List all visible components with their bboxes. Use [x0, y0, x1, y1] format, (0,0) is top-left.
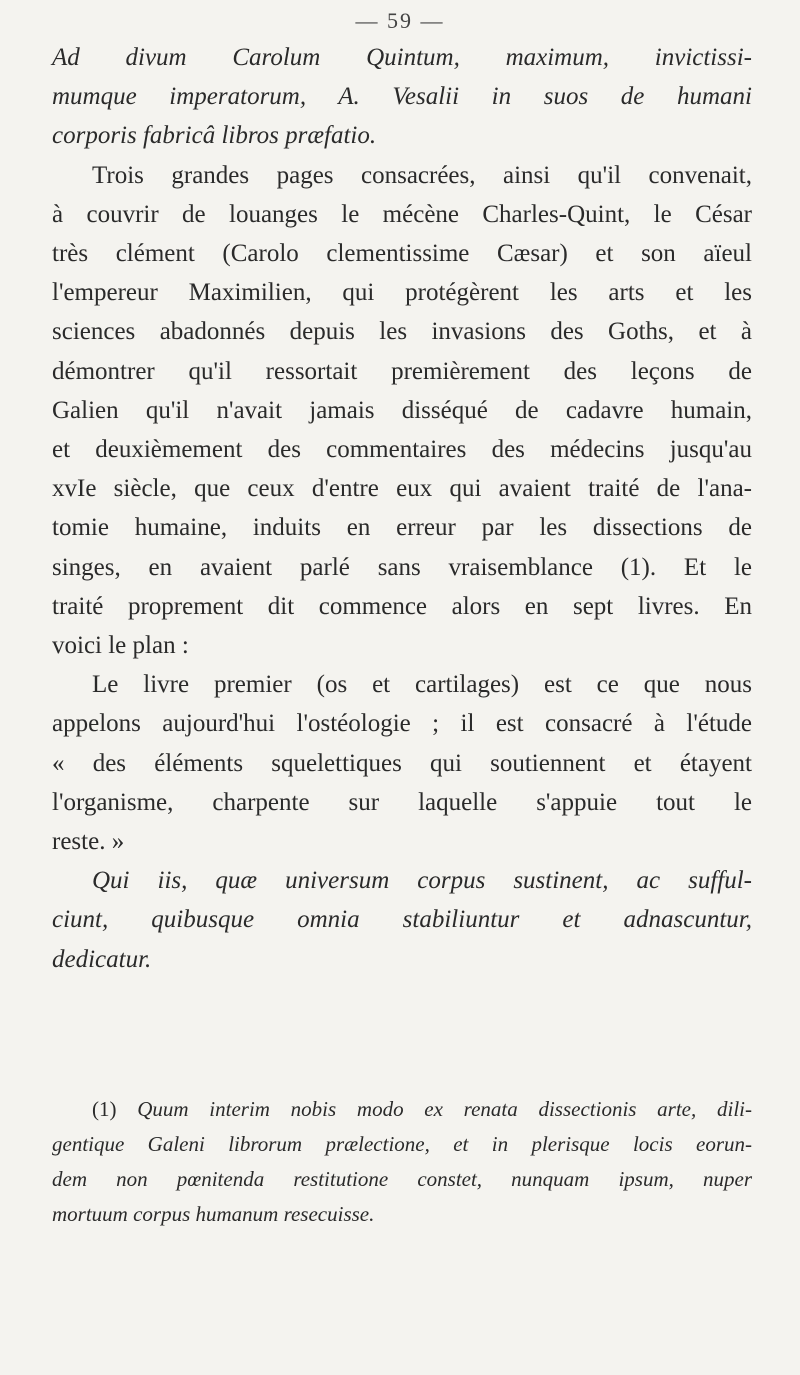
footnote-line: mortuum corpus humanum resecuisse. — [52, 1202, 375, 1226]
footnote-line: (1) Quum interim nobis modo ex renata dissectionis arte, dili- — [92, 1097, 752, 1121]
text-line: « des éléments squelettiques qui soutiennent et étayent — [52, 749, 752, 777]
text-line: traité proprement dit commence alors en sept livres. En — [52, 592, 752, 620]
footnotes — [52, 1092, 752, 1232]
body-text — [52, 38, 752, 979]
text-line: corporis fabricâ libros præfatio. — [52, 122, 377, 150]
text-line: Galien qu'il n'avait jamais disséqué de cadavre humain, — [52, 396, 752, 424]
text-line: Le livre premier (os et cartilages) est ce que nous — [92, 671, 752, 699]
text-line: démontrer qu'il ressortait premièrement des leçons de — [52, 357, 752, 385]
text-line: ciunt, quibusque omnia stabiliuntur et adnascuntur, — [52, 906, 752, 934]
text-line: Ad divum Carolum Quintum, maximum, invictissi- — [52, 44, 752, 71]
text-line: voici le plan : — [52, 632, 189, 660]
text-line: l'empereur Maximilien, qui protégèrent les arts et les — [52, 279, 752, 307]
text-line: sciences abadonnés depuis les invasions des Goths, et à — [52, 318, 752, 346]
page-number: — 59 — — [355, 8, 445, 33]
text-line: à couvrir de louanges le mécène Charles-Quint, le César — [52, 200, 752, 228]
text-line: et deuxièmement des commentaires des médecins jusqu'au — [52, 436, 752, 464]
text-line: l'organisme, charpente sur laquelle s'appuie tout le — [52, 788, 752, 816]
text-line: Qui iis, quæ universum corpus sustinent, ac sufful- — [92, 867, 752, 895]
text-line: reste. » — [52, 828, 125, 856]
text-line: appelons aujourd'hui l'ostéologie ; il est consacré à l'étude — [52, 710, 752, 738]
footnote-line: gentique Galeni librorum prælectione, et in plerisque locis eorun- — [52, 1132, 752, 1156]
text-line: xvIe siècle, que ceux d'entre eux qui avaient traité de l'ana- — [52, 475, 752, 503]
text-line: singes, en avaient parlé sans vraisemblance (1). Et le — [52, 553, 752, 581]
text-line: tomie humaine, induits en erreur par les dissections de — [52, 514, 752, 542]
text-line: mumque imperatorum, A. Vesalii in suos de humani — [52, 83, 752, 111]
text-line: dedicatur. — [52, 945, 152, 973]
text-line: Trois grandes pages consacrées, ainsi qu'il convenait, — [92, 161, 752, 189]
footnote-line: dem non pœnitenda restitutione constet, nunquam ipsum, nuper — [52, 1167, 752, 1191]
text-line: très clément (Carolo clementissime Cæsar) et son aïeul — [52, 240, 752, 268]
